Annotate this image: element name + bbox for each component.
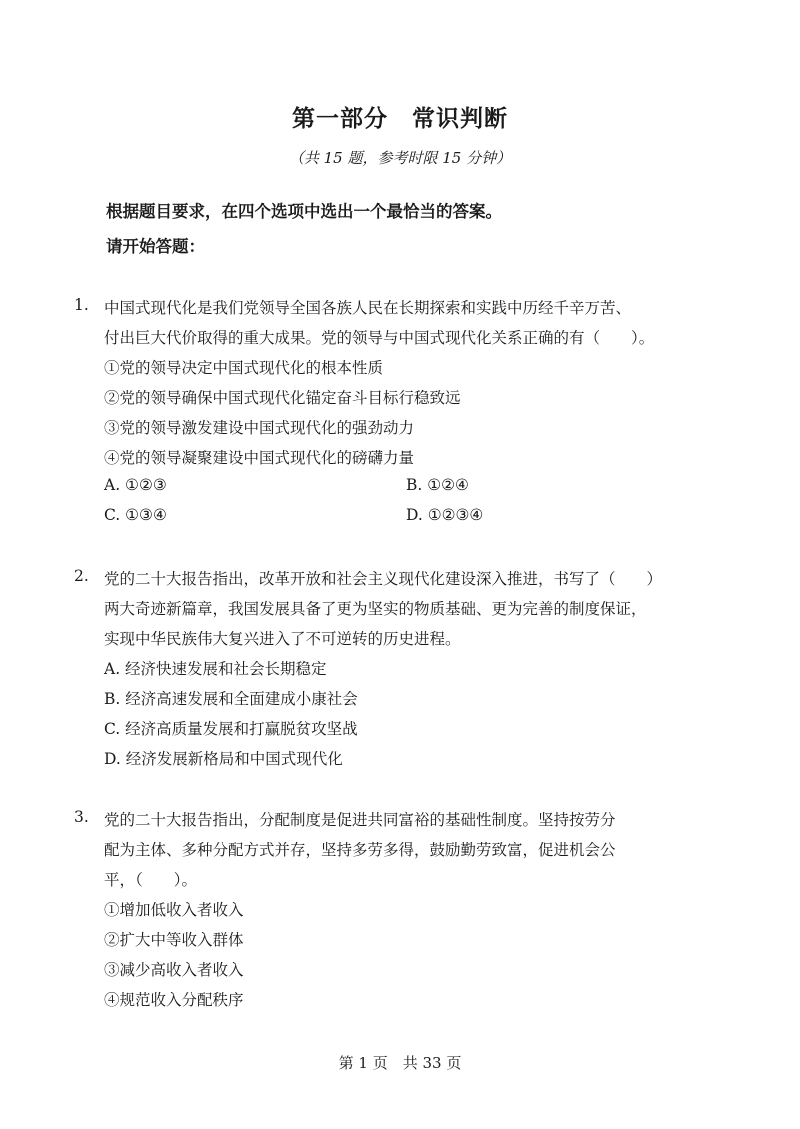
- statement-item: ①增加低收入者收入: [104, 901, 244, 919]
- option-b: B. ①②④: [406, 476, 469, 494]
- question-stem-line: 党的二十大报告指出，分配制度是促进共同富裕的基础性制度。坚持按劳分: [104, 811, 616, 829]
- statement-item: ①党的领导决定中国式现代化的根本性质: [104, 359, 384, 377]
- statement-item: ②扩大中等收入群体: [104, 931, 244, 949]
- question-stem-line: 配为主体、多种分配方式并存，坚持多劳多得，鼓励勤劳致富，促进机会公: [104, 841, 616, 859]
- page-number: 第 1 页 共 33 页: [338, 1054, 462, 1072]
- option-c: C. ①③④: [104, 506, 167, 524]
- question-stem-line: 实现中华民族伟大复兴进入了不可逆转的历史进程。: [104, 630, 461, 648]
- option-d: D. 经济发展新格局和中国式现代化: [104, 750, 343, 768]
- question-number: 1.: [74, 296, 89, 314]
- question-stem-line: 两大奇迹新篇章，我国发展具备了更为坚实的物质基础、更为完善的制度保证，: [104, 600, 647, 618]
- option-a: A. 经济快速发展和社会长期稳定: [104, 660, 327, 678]
- option-c: C. 经济高质量发展和打赢脱贫攻坚战: [104, 720, 358, 738]
- question-stem-line: 平，（ ）。: [104, 871, 198, 889]
- question-stem-line: 党的二十大报告指出，改革开放和社会主义现代化建设深入推进，书写了（ ）: [104, 570, 663, 588]
- section-title: 第一部分 常识判断: [292, 106, 508, 132]
- statement-item: ③减少高收入者收入: [104, 961, 244, 979]
- option-d: D. ①②③④: [406, 506, 484, 524]
- instruction-text: 根据题目要求，在四个选项中选出一个最恰当的答案。: [106, 202, 502, 221]
- option-b: B. 经济高速发展和全面建成小康社会: [104, 690, 358, 708]
- statement-item: ②党的领导确保中国式现代化锚定奋斗目标行稳致远: [104, 389, 461, 407]
- question-stem-line: 中国式现代化是我们党领导全国各族人民在长期探索和实践中历经千辛万苦、: [104, 299, 632, 317]
- section-subtitle: （共 15 题，参考时限 15 分钟）: [288, 149, 512, 167]
- statement-item: ④规范收入分配秩序: [104, 991, 244, 1009]
- question-number: 2.: [74, 567, 89, 585]
- statement-item: ④党的领导凝聚建设中国式现代化的磅礴力量: [104, 449, 415, 467]
- question-stem-line: 付出巨大代价取得的重大成果。党的领导与中国式现代化关系正确的有（ ）。: [104, 329, 655, 347]
- option-a: A. ①②③: [104, 476, 167, 494]
- statement-item: ③党的领导激发建设中国式现代化的强劲动力: [104, 419, 415, 437]
- start-prompt: 请开始答题：: [106, 237, 205, 256]
- question-number: 3.: [74, 808, 89, 826]
